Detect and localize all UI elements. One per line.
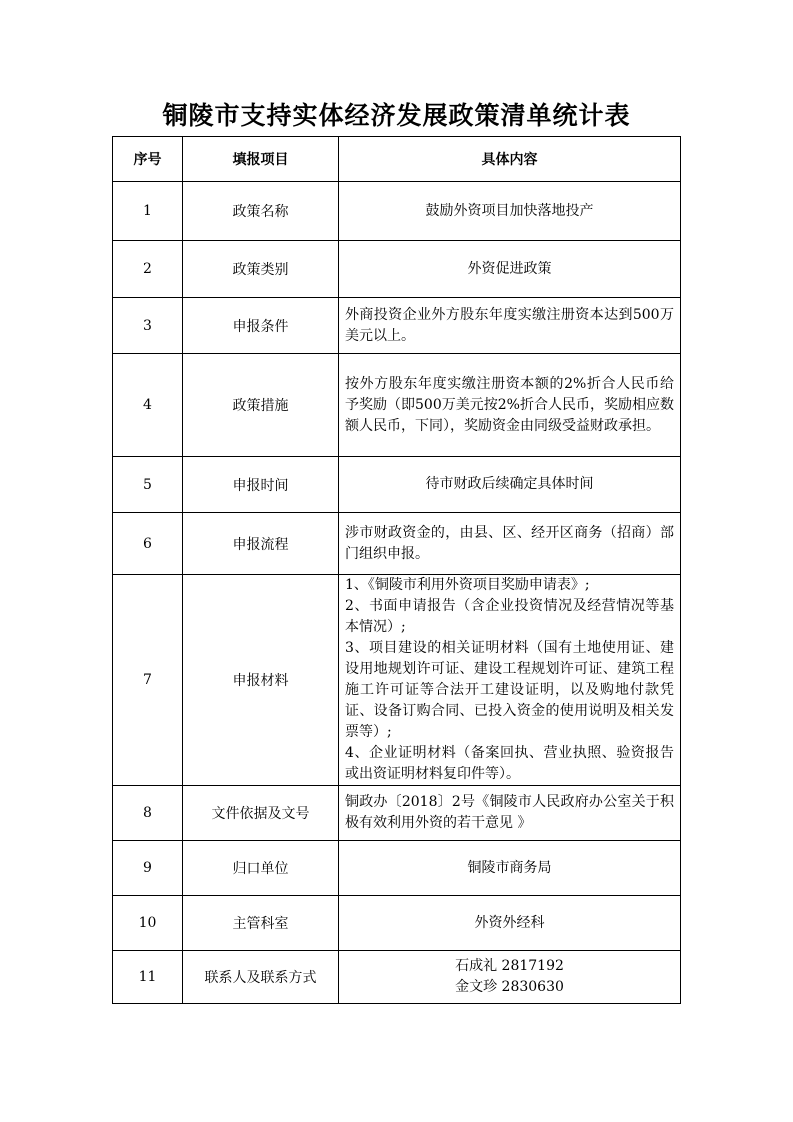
row-content: 铜政办〔2018〕2号《铜陵市人民政府办公室关于积极有效利用外资的若干意见 》 <box>339 786 681 841</box>
row-content: 待市财政后续确定具体时间 <box>339 457 681 513</box>
page-title: 铜陵市支持实体经济发展政策清单统计表 <box>162 101 631 130</box>
row-content <box>339 575 681 786</box>
material-item: 3、项目建设的相关证明材料（国有土地使用证、建设用地规划许可证、建设工程规划许可证、建筑工程施工许可证等合法开工建设证明，以及购地付款凭证、设备订购合同、已投入资金的使用说明及相关发票等）; <box>345 640 674 740</box>
row-num: 6 <box>113 513 183 575</box>
row-num: 11 <box>113 951 183 1004</box>
row-content: 鼓励外资项目加快落地投产 <box>339 182 681 241</box>
table-header-row <box>113 137 681 182</box>
row-item: 联系人及联系方式 <box>183 951 339 1004</box>
table-row <box>113 241 681 298</box>
table-row <box>113 182 681 241</box>
row-item: 政策类别 <box>183 241 339 298</box>
row-num: 4 <box>113 354 183 457</box>
row-num: 8 <box>113 786 183 841</box>
row-item: 归口单位 <box>183 841 339 896</box>
table-row <box>113 298 681 354</box>
row-item: 申报流程 <box>183 513 339 575</box>
row-content: 外资促进政策 <box>339 241 681 298</box>
table-row <box>113 786 681 841</box>
material-item: 2、书面申请报告（含企业投资情况及经营情况等基本情况）; <box>345 598 674 635</box>
row-content: 外商投资企业外方股东年度实缴注册资本达到500万美元以上。 <box>339 298 681 354</box>
row-num: 3 <box>113 298 183 354</box>
row-content <box>339 951 681 1004</box>
contact-line: 石成礼 2817192 <box>455 958 564 974</box>
row-content: 外资外经科 <box>339 896 681 951</box>
table-row <box>113 841 681 896</box>
material-item: 4、企业证明材料（备案回执、营业执照、验资报告或出资证明材料复印件等）。 <box>345 745 674 782</box>
row-num: 5 <box>113 457 183 513</box>
row-item: 申报条件 <box>183 298 339 354</box>
table-row <box>113 354 681 457</box>
row-content: 铜陵市商务局 <box>339 841 681 896</box>
row-content: 涉市财政资金的，由县、区、经开区商务（招商）部门组织申报。 <box>339 513 681 575</box>
contact-line: 金文珍 2830630 <box>455 979 564 995</box>
row-num: 2 <box>113 241 183 298</box>
table-row <box>113 575 681 786</box>
table-row <box>113 457 681 513</box>
row-num: 9 <box>113 841 183 896</box>
row-content: 按外方股东年度实缴注册资本额的2%折合人民币给予奖励（即500万美元按2%折合人民币，奖励相应数额人民币，下同），奖励资金由同级受益财政承担。 <box>339 354 681 457</box>
table-row <box>113 951 681 1004</box>
table-row <box>113 896 681 951</box>
row-item: 政策名称 <box>183 182 339 241</box>
row-num: 10 <box>113 896 183 951</box>
row-num: 1 <box>113 182 183 241</box>
header-content: 具体内容 <box>339 137 681 182</box>
row-item: 申报时间 <box>183 457 339 513</box>
row-item: 主管科室 <box>183 896 339 951</box>
row-item: 申报材料 <box>183 575 339 786</box>
policy-table <box>112 136 681 1004</box>
row-item: 文件依据及文号 <box>183 786 339 841</box>
row-item: 政策措施 <box>183 354 339 457</box>
material-item: 1、《铜陵市利用外资项目奖励申请表》; <box>345 577 590 593</box>
row-num: 7 <box>113 575 183 786</box>
header-num: 序号 <box>113 137 183 182</box>
header-item: 填报项目 <box>183 137 339 182</box>
table-row <box>113 513 681 575</box>
